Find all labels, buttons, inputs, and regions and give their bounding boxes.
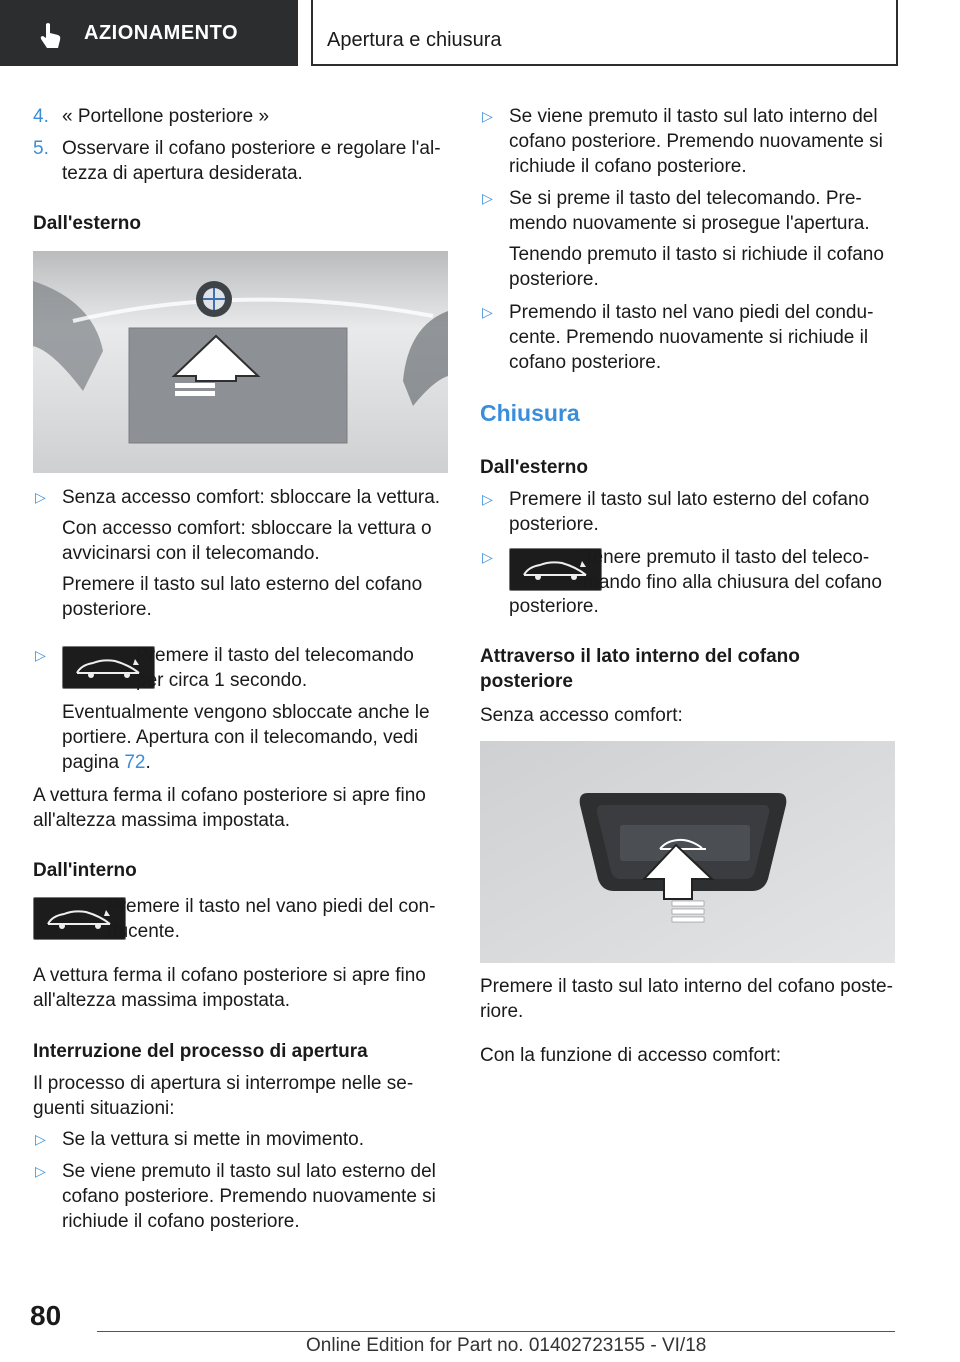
bullet-text: per circa 1 secondo. — [136, 670, 308, 691]
triangle-bullet-icon: ▷ — [482, 549, 493, 565]
step-text-line: tezza di apertura desiderata. — [62, 163, 303, 184]
step-number: 4. — [33, 106, 49, 127]
triangle-bullet-icon: ▷ — [35, 1131, 46, 1147]
heading-dall-esterno: Dall'esterno — [480, 457, 588, 478]
section-tab[interactable] — [0, 0, 298, 66]
triangle-bullet-icon: ▷ — [482, 304, 493, 320]
bullet-text: posteriore. — [62, 599, 152, 620]
bullet-text: pagina — [62, 752, 125, 773]
paragraph — [480, 974, 895, 1024]
paragraph — [33, 963, 448, 1013]
step-text-line: Osservare il cofano posteriore e regolare l'al- — [62, 138, 441, 159]
paragraph-line: Premere il tasto sul lato interno del cofano poste- — [480, 976, 893, 997]
bullet-text: cofano posteriore. Premendo nuovamente si — [62, 1186, 436, 1207]
step-text: « Portellone posteriore » — [62, 106, 270, 127]
heading-line: Attraverso il lato interno del cofano — [480, 646, 800, 667]
footer-edition[interactable]: Online Edition for Part no. 01402723155 - VI/18 — [306, 1335, 707, 1356]
bullet-text: richiude il cofano posteriore. — [62, 1211, 300, 1232]
bullet-text: Eventualmente vengono sbloccate anche le — [62, 702, 430, 723]
paragraph: Senza accesso comfort: — [480, 705, 683, 726]
bullet-text: Premere il tasto sul lato esterno del cofano — [509, 489, 870, 510]
triangle-bullet-icon: ▷ — [482, 190, 493, 206]
bullet-text: avvicinarsi con il telecomando. — [62, 543, 320, 564]
paragraph — [33, 1071, 448, 1121]
paragraph-line: Premere il tasto nel vano piedi del con- — [107, 896, 436, 917]
bullet-text: cofano posteriore. — [509, 352, 662, 373]
bullet-text: Premere il tasto del telecomando — [136, 645, 414, 666]
paragraph-line: guenti situazioni: — [33, 1098, 175, 1119]
triangle-bullet-icon: ▷ — [482, 491, 493, 507]
triangle-bullet-icon: ▷ — [35, 489, 46, 505]
paragraph-line: A vettura ferma il cofano posteriore si apre fino — [33, 965, 426, 986]
heading-attraverso — [480, 644, 895, 694]
bullet-text: Tenendo premuto il tasto si richiude il cofano — [509, 244, 884, 265]
bullet-text: posteriore. — [509, 269, 599, 290]
triangle-bullet-icon: ▷ — [35, 1163, 46, 1179]
bullet-text: Con accesso comfort: sbloccare la vettura o — [62, 518, 432, 539]
bullet-text: cente. Premendo nuovamente si richiude il — [509, 327, 869, 348]
bullet-text: Premendo il tasto nel vano piedi del condu- — [509, 302, 874, 323]
triangle-bullet-icon: ▷ — [482, 108, 493, 124]
page-link[interactable]: 72 — [124, 752, 146, 773]
footer-divider — [97, 1331, 895, 1332]
bullet-text: cofano posteriore. Premendo nuovamente si — [509, 131, 883, 152]
bullet-text: mando fino alla chiusura del cofano — [583, 572, 882, 593]
trunk-lid-photo — [33, 251, 448, 473]
bullet-text: posteriore. — [509, 596, 599, 617]
paragraph-line: all'altezza massima impostata. — [33, 990, 291, 1011]
triangle-bullet-icon: ▷ — [35, 647, 46, 663]
heading-dall-esterno: Dall'esterno — [33, 213, 141, 234]
chapter-title: Apertura e chiusura — [327, 29, 502, 51]
paragraph-line: ducente. — [107, 921, 180, 942]
bullet-text: mendo nuovamente si prosegue l'apertura. — [509, 213, 870, 234]
heading-interruzione: Interruzione del processo di apertura — [33, 1041, 368, 1062]
paragraph-line: all'altezza massima impostata. — [33, 810, 291, 831]
heading-line: posteriore — [480, 671, 573, 692]
bullet-text: Se viene premuto il tasto sul lato interno del — [509, 106, 878, 127]
bullet-text: richiude il cofano posteriore. — [509, 156, 747, 177]
bullet-text: Se si preme il tasto del telecomando. Pre- — [509, 188, 862, 209]
paragraph: Con la funzione di accesso comfort: — [480, 1045, 781, 1066]
hand-pointer-icon — [36, 20, 66, 50]
bullet-text: Tenere premuto il tasto del teleco- — [583, 547, 870, 568]
bullet-text: Premere il tasto sul lato esterno del cofano — [62, 574, 423, 595]
heading-chiusura: Chiusura — [480, 400, 580, 426]
section-label: AZIONAMENTO — [84, 22, 239, 44]
page-number: 80 — [30, 1300, 62, 1331]
paragraph-line: Il processo di apertura si interrompe nelle se- — [33, 1073, 414, 1094]
bullet-text: Senza accesso comfort: sbloccare la vettura. — [62, 487, 441, 508]
bullet-text: Se la vettura si mette in movimento. — [62, 1129, 365, 1150]
paragraph — [33, 783, 448, 833]
step-number: 5. — [33, 138, 49, 159]
paragraph-line: A vettura ferma il cofano posteriore si apre fino — [33, 785, 426, 806]
chapter-header — [311, 0, 898, 66]
interior-button-photo — [480, 741, 895, 963]
paragraph-line: riore. — [480, 1001, 524, 1022]
bullet-text: Se viene premuto il tasto sul lato esterno del — [62, 1161, 436, 1182]
bullet-text: posteriore. — [509, 514, 599, 535]
heading-dall-interno: Dall'interno — [33, 860, 137, 881]
bullet-text: portiere. Apertura con il telecomando, vedi — [62, 727, 418, 748]
bullet-text: . — [145, 752, 151, 773]
